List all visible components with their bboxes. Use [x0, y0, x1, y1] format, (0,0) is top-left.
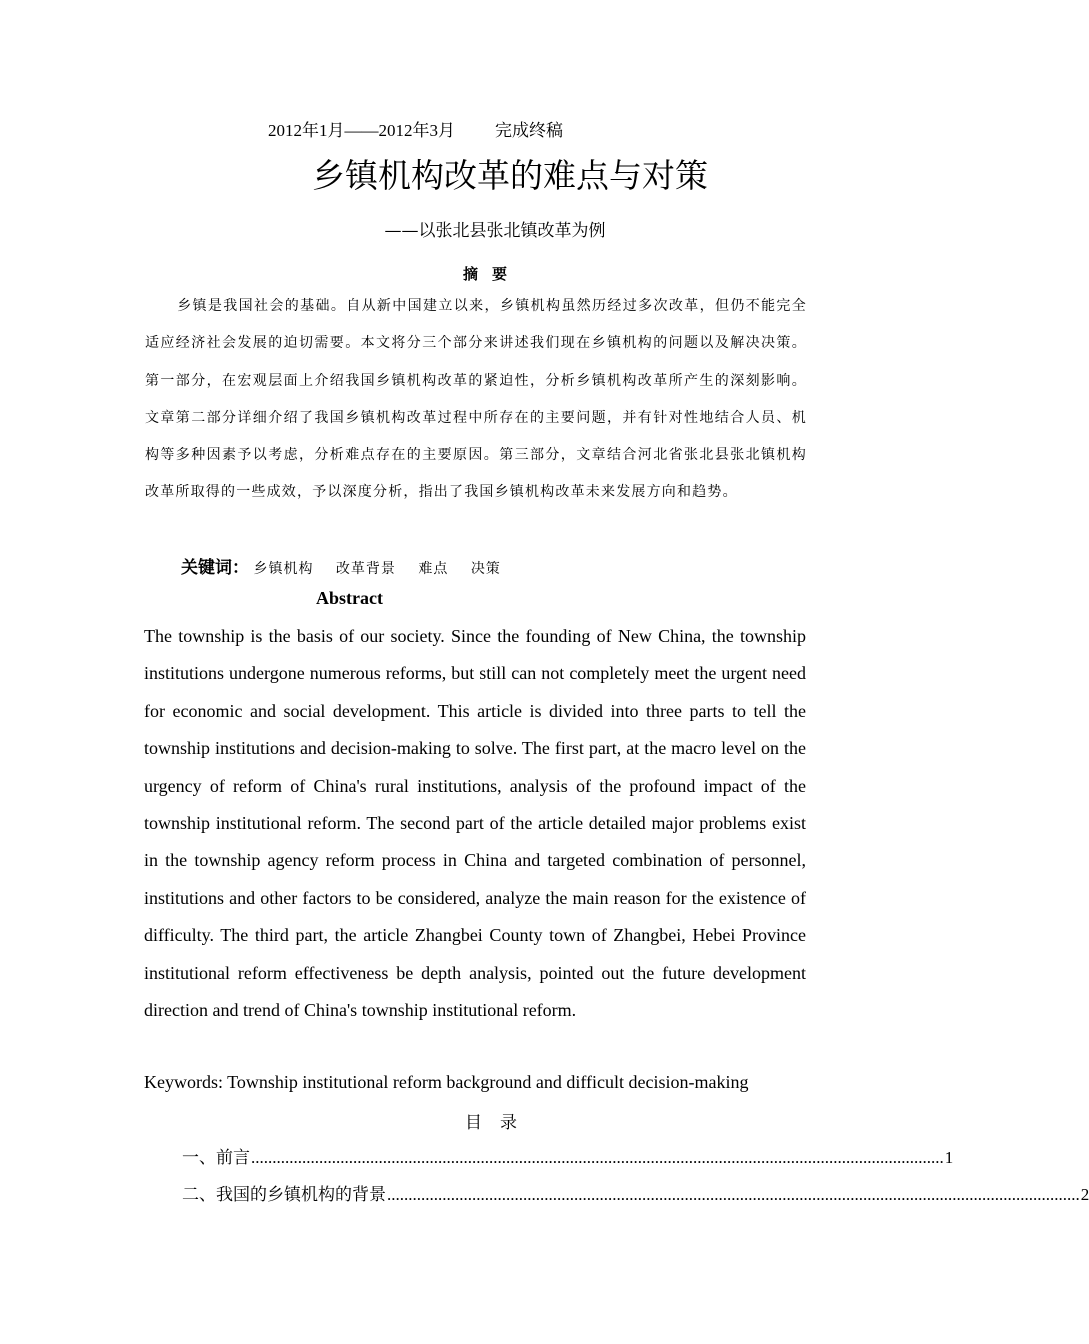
toc-leader-dots: ...................................................................................................................................................................	[251, 1148, 944, 1167]
toc-entry-title: 二、我国的乡镇机构的背景	[182, 1185, 386, 1205]
abstract-en-body	[144, 618, 806, 1029]
toc-entry[interactable]	[182, 1180, 1089, 1206]
abstract-en-heading: Abstract	[316, 588, 383, 608]
page-subtitle: ——以张北县张北镇改革为例	[384, 221, 606, 241]
abstract-en-text: The township is the basis of our society. Since the founding of New China, the township institutions undergone numerous reforms, but still can not completely meet the urgent need for economic and social development. This article is divided into three parts to tell the township institutions and decision-making to solve. The first part, at the macro level on the urgency of reform of China's rural institutions, analysis of the profound impact of the township institutional reform. The second part of the article detailed major problems exist in the township agency reform process in China and targeted combination of personnel, institutions and other factors to be considered, analyze the main reason for the existence of difficulty. The third part, the article Zhangbei County town of Zhangbei, Hebei Province institutional reform effectiveness be depth analysis, pointed out the future development direction and trend of China's township institutional reform.	[144, 626, 806, 1021]
date-header	[268, 116, 563, 141]
toc-entry-page: 2	[1080, 1185, 1089, 1204]
keyword-item: 乡镇机构	[253, 561, 314, 577]
completion-status: 完成终稿	[495, 121, 563, 140]
toc-entry-page: 1	[944, 1148, 954, 1167]
keywords-en: Keywords: Township institutional reform background and difficult decision-making	[144, 1072, 749, 1092]
abstract-cn-text: 乡镇是我国社会的基础。自从新中国建立以来，乡镇机构虽然历经过多次改革，但仍不能完全适应经济社会发展的迫切需要。本文将分三个部分来讲述我们现在乡镇机构的问题以及解决决策。第一部分，在宏观层面上介绍我国乡镇机构改革的紧迫性，分析乡镇机构改革所产生的深刻影响。文章第二部分详细介绍了我国乡镇机构改革过程中所存在的主要问题，并有针对性地结合人员、机构等多种因素予以考虑，分析难点存在的主要原因。第三部分，文章结合河北省张北县张北镇机构改革所取得的一些成效，予以深度分析，指出了我国乡镇机构改革未来发展方向和趋势。	[145, 298, 807, 501]
keyword-item: 难点	[418, 561, 449, 577]
keywords-cn	[181, 553, 519, 578]
date-range: 2012年1月——2012年3月	[268, 121, 455, 140]
keywords-cn-label: 关键词：	[181, 558, 249, 577]
toc-entry-title: 一、前言	[182, 1148, 250, 1168]
abstract-cn-body	[145, 288, 807, 512]
abstract-cn-heading: 摘要	[462, 265, 521, 283]
keyword-item: 决策	[470, 561, 501, 577]
toc-entry[interactable]	[182, 1143, 954, 1169]
page-title: 乡镇机构改革的难点与对策	[312, 156, 708, 195]
keyword-item: 改革背景	[335, 561, 396, 577]
toc-leader-dots: ...................................................................................................................................................................	[387, 1185, 1080, 1204]
toc-heading: 目录	[465, 1113, 535, 1133]
